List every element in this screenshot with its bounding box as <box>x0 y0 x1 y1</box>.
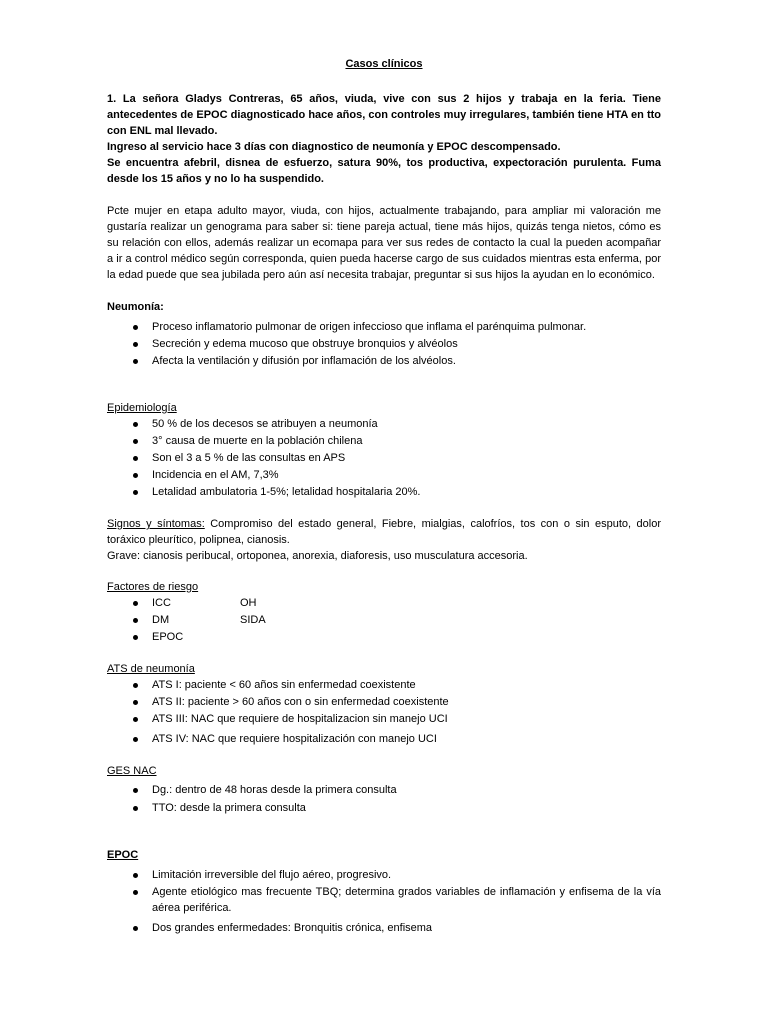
signos-grave: Grave: cianosis peribucal, ortoponea, anorexia, diaforesis, uso musculatura accesoria. <box>107 550 528 562</box>
epoc-list <box>107 867 661 936</box>
bullet-icon <box>133 325 138 330</box>
list-item: 3° causa de muerte en la población chilena <box>107 433 661 449</box>
bullet-icon <box>133 618 138 623</box>
case-paragraph-2: Ingreso al servicio hace 3 días con diagnostico de neumonía y EPOC descompensado. <box>107 141 561 153</box>
bullet-icon <box>133 788 138 793</box>
bullet-icon <box>133 700 138 705</box>
list-item: Dos grandes enfermedades: Bronquitis crónica, enfisema <box>107 920 661 936</box>
ats-list <box>107 677 661 747</box>
list-item: TTO: desde la primera consulta <box>107 800 661 816</box>
bullet-icon <box>133 717 138 722</box>
epidemiologia-heading: Epidemiología <box>107 402 177 414</box>
bullet-icon <box>133 439 138 444</box>
bullet-icon <box>133 890 138 895</box>
bullet-icon <box>133 737 138 742</box>
bullet-icon <box>133 490 138 495</box>
ges-list <box>107 782 661 816</box>
case-paragraph-3: Se encuentra afebril, disnea de esfuerzo, satura 90%, tos productiva, expectoración purulenta. Fuma desde los 15 años y no lo ha suspendido. <box>107 157 661 185</box>
list-item: 50 % de los decesos se atribuyen a neumonía <box>107 416 661 432</box>
list-item: DM SIDA <box>107 612 661 628</box>
bullet-icon <box>133 342 138 347</box>
bullet-icon <box>133 806 138 811</box>
list-item: Limitación irreversible del flujo aéreo, progresivo. <box>107 867 661 883</box>
bullet-icon <box>133 456 138 461</box>
list-item: Proceso inflamatorio pulmonar de origen infeccioso que inflama el parénquima pulmonar. <box>107 319 661 335</box>
bullet-icon <box>133 359 138 364</box>
signos-paragraph <box>107 516 661 548</box>
factores-heading: Factores de riesgo <box>107 581 199 593</box>
document-title: Casos clínicos <box>345 58 423 70</box>
epoc-heading: EPOC <box>107 849 139 861</box>
bullet-icon <box>133 422 138 427</box>
list-item: Letalidad ambulatoria 1-5%; letalidad hospitalaria 20%. <box>107 484 661 500</box>
list-item: EPOC <box>107 629 661 645</box>
case-paragraph-1: 1. La señora Gladys Contreras, 65 años, viuda, vive con sus 2 hijos y trabaja en la feria. Tiene antecedentes de EPOC diagnosticado hace años, con controles muy irregulares, también tiene HTA en tto con ENL mal llevado. <box>107 93 661 137</box>
list-item: Afecta la ventilación y difusión por inflamación de los alvéolos. <box>107 353 661 369</box>
bullet-icon <box>133 683 138 688</box>
list-item: Agente etiológico mas frecuente TBQ; determina grados variables de inflamación y enfisema de la vía aérea periférica. <box>107 884 661 916</box>
bullet-icon <box>133 473 138 478</box>
factores-list <box>107 595 661 645</box>
bullet-icon <box>133 635 138 640</box>
case-analysis: Pcte mujer en etapa adulto mayor, viuda, con hijos, actualmente trabajando, para ampliar mi valoración me gustaría realizar un genograma para saber si: tiene pareja actual, tiene más hijos, quizás tenga nietos, cómo es su relación con ellos, además realizar un ecomapa para ver sus redes de contacto la cual la pueden acompañar a ir a control médico según corresponda, quien pueda hacerse cargo de sus cuidados mientras esta enferma, por la edad puede que sea jubilada pero aún así necesita trabajar, preguntar si sus hijos la ayudan en lo económico. <box>107 205 661 281</box>
list-item: ATS IV: NAC que requiere hospitalización con manejo UCI <box>107 731 661 747</box>
ats-heading: ATS de neumonía <box>107 663 195 675</box>
clinical-case <box>107 91 661 187</box>
list-item: ATS III: NAC que requiere de hospitalizacion sin manejo UCI <box>107 711 661 727</box>
neumonia-heading: Neumonía: <box>107 301 164 313</box>
list-item: ATS II: paciente > 60 años con o sin enfermedad coexistente <box>107 694 661 710</box>
list-item: Secreción y edema mucoso que obstruye bronquios y alvéolos <box>107 336 661 352</box>
signos-label: Signos y síntomas: <box>107 518 205 530</box>
signos-text: Compromiso del estado general, Fiebre, mialgias, calofríos, tos con o sin esputo, dolor toráxico pleurítico, polipnea, cianosis. <box>107 518 661 546</box>
bullet-icon <box>133 873 138 878</box>
list-item: Son el 3 a 5 % de las consultas en APS <box>107 450 661 466</box>
bullet-icon <box>133 926 138 931</box>
list-item: ICC OH <box>107 595 661 611</box>
list-item: Incidencia en el AM, 7,3% <box>107 467 661 483</box>
epidemiologia-list <box>107 416 661 500</box>
bullet-icon <box>133 601 138 606</box>
ges-heading: GES NAC <box>107 765 157 777</box>
list-item: ATS I: paciente < 60 años sin enfermedad coexistente <box>107 677 661 693</box>
list-item: Dg.: dentro de 48 horas desde la primera consulta <box>107 782 661 798</box>
neumonia-list <box>107 319 661 369</box>
